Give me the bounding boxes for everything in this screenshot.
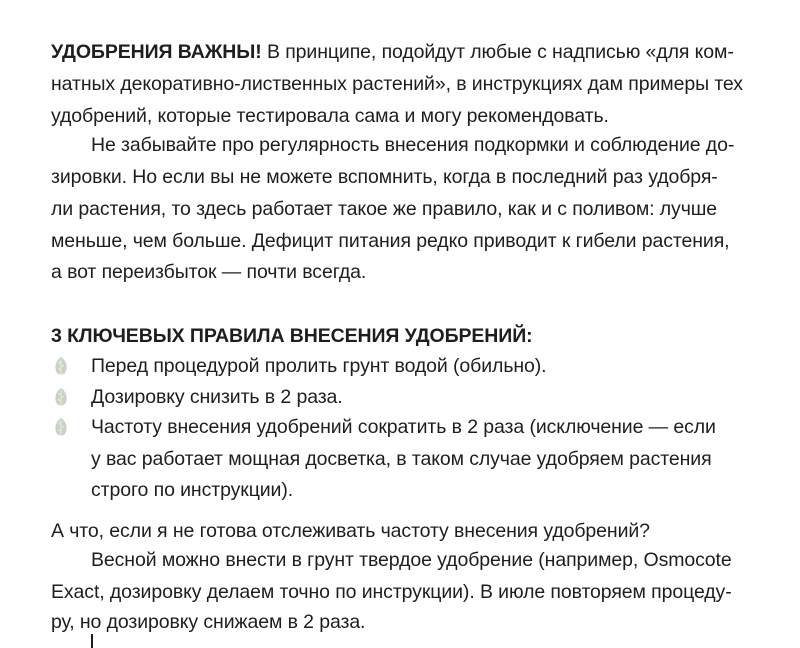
leaf-icon bbox=[53, 417, 69, 437]
paragraph-2-line-3: ли растения, то здесь работает такое же правило, как и с поливом: лучше bbox=[51, 198, 718, 220]
paragraph-1-line-3: удобрений, которые тестировала сама и могу рекомендовать. bbox=[51, 105, 609, 127]
paragraph-1-line-2: натных декоративно-лиственных растений», в инструкциях дам примеры тех bbox=[51, 73, 743, 95]
paragraph-2-line-1: Не забывайте про регулярность внесения подкормки и соблюдение до- bbox=[91, 134, 735, 156]
paragraph-2-line-5: а вот переизбыток — почти всегда. bbox=[51, 261, 367, 283]
rule-item-3-line-3: строго по инструкции). bbox=[91, 479, 294, 501]
paragraph-2-line-4: меньше, чем больше. Дефицит питания редко приводит к гибели растения, bbox=[51, 230, 730, 252]
question-line: А что, если я не готова отслеживать частоту внесения удобрений? bbox=[51, 520, 650, 542]
paragraph-3-line-1: Весной можно внести в грунт твердое удобрение (например, Osmocote bbox=[91, 549, 732, 571]
leaf-icon bbox=[53, 387, 69, 407]
rule-item-3-line-1: Частоту внесения удобрений сократить в 2 раза (исключение — если bbox=[91, 416, 716, 438]
rule-item-3-line-2: у вас работает мощная досветка, в таком случае удобряем растения bbox=[91, 448, 712, 470]
paragraph-3-line-3: ру, но дозировку снижаем в 2 раза. bbox=[51, 611, 366, 633]
paragraph-3-line-2: Exact, дозировку делаем точно по инструкции). В июле повторяем процеду- bbox=[51, 581, 732, 603]
cut-off-text-fragment bbox=[91, 634, 99, 648]
leaf-icon bbox=[53, 356, 69, 376]
rules-heading: 3 КЛЮЧЕВЫХ ПРАВИЛА ВНЕСЕНИЯ УДОБРЕНИЙ: bbox=[51, 325, 533, 347]
paragraph-2-line-2: зировки. Но если вы не можете вспомнить, когда в последний раз удобря- bbox=[51, 166, 718, 188]
paragraph-1-line-1 bbox=[51, 36, 734, 68]
rule-item-2: Дозировку снизить в 2 раза. bbox=[91, 386, 343, 408]
section-heading-important: УДОБРЕНИЯ ВАЖНЫ! bbox=[51, 41, 262, 63]
paragraph-1-text: В принципе, подойдут любые с надписью «для ком- bbox=[261, 41, 734, 63]
rule-item-1: Перед процедурой пролить грунт водой (обильно). bbox=[91, 355, 547, 377]
